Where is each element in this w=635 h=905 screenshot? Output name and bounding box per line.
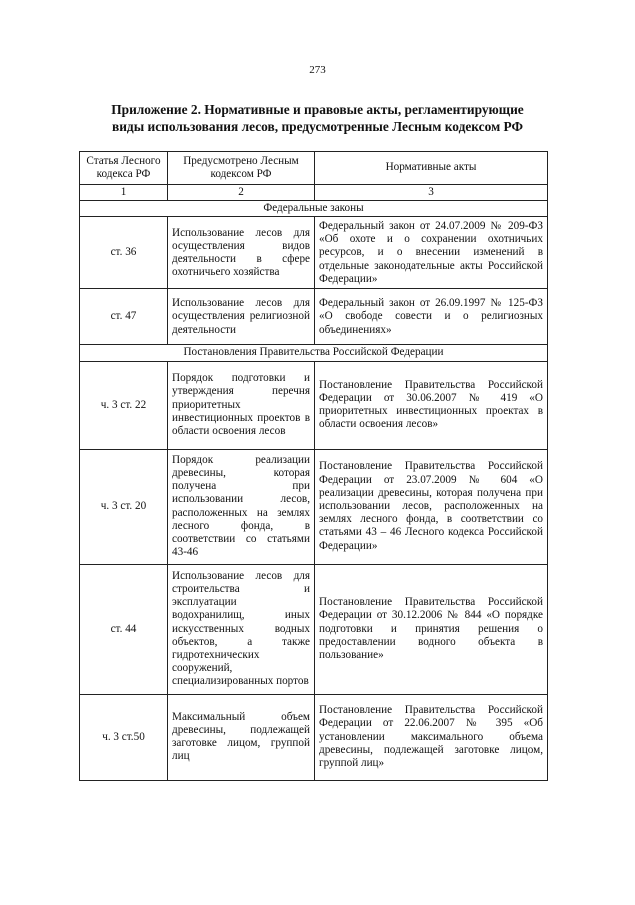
section-row-government: [80, 345, 548, 361]
article-cell: ст. 36: [80, 217, 168, 289]
table-row: [80, 694, 548, 780]
act-cell: Постановление Правительства Российской Федерации от 30.12.2006 № 844 «О порядке подготовки и принятия решения о предоставлении водного объекта в пользование»: [315, 564, 548, 694]
table-row: [80, 217, 548, 289]
page-number: 273: [309, 64, 326, 76]
column-number-row: [80, 185, 548, 201]
title-line-1: Приложение 2. Нормативные и правовые акты, регламентирующие: [111, 102, 524, 117]
article-cell: ч. 3 ст. 20: [80, 449, 168, 564]
act-cell: Постановление Правительства Российской Федерации от 30.06.2007 № 419 «О приоритетных инвестиционных проектах в области освоения лесов»: [315, 361, 548, 449]
regulatory-acts-table: [79, 151, 548, 781]
table-row: [80, 361, 548, 449]
provision-cell: Порядок реализации древесины, которая получена при использовании лесов, расположенных на землях лесного фонда, в соответствии со статьями 43-46: [168, 449, 315, 564]
section-federal-laws: Федеральные законы: [80, 201, 548, 217]
article-cell: ст. 47: [80, 289, 168, 345]
column-number: 2: [168, 185, 315, 201]
header-acts: Нормативные акты: [315, 152, 548, 185]
act-cell: Федеральный закон от 26.09.1997 № 125-ФЗ «О свободе совести и о религиозных объединениях»: [315, 289, 548, 345]
column-number: 1: [80, 185, 168, 201]
header-article: Статья Лесного кодекса РФ: [80, 152, 168, 185]
act-cell: Постановление Правительства Российской Федерации от 23.07.2009 № 604 «О реализации древесины, которая получена при использовании лесов, расположенных на землях лесного фонда, в соответствии со статьями 43 – 46 Лесного кодекса Российской Федерации»: [315, 449, 548, 564]
article-cell: ч. 3 ст. 22: [80, 361, 168, 449]
article-cell: ч. 3 ст.50: [80, 694, 168, 780]
table-header-row: [80, 152, 548, 185]
page-title: [70, 101, 565, 135]
column-number: 3: [315, 185, 548, 201]
provision-cell: Порядок подготовки и утверждения перечня приоритетных инвестиционных проектов в области освоения лесов: [168, 361, 315, 449]
table-row: [80, 289, 548, 345]
provision-cell: Использование лесов для осуществления религиозной деятельности: [168, 289, 315, 345]
section-row-federal: [80, 201, 548, 217]
table-row: [80, 449, 548, 564]
section-government-decrees: Постановления Правительства Российской Федерации: [80, 345, 548, 361]
provision-cell: Использование лесов для строительства и эксплуатации водохранилищ, иных искусственных водных объектов, а также гидротехнических сооружений, специализированных портов: [168, 564, 315, 694]
act-cell: Постановление Правительства Российской Федерации от 22.06.2007 № 395 «Об установлении максимального объема древесины, подлежащей заготовке лицом, группой лиц»: [315, 694, 548, 780]
provision-cell: Максимальный объем древесины, подлежащей заготовке лицом, группой лиц: [168, 694, 315, 780]
provision-cell: Использование лесов для осуществления видов деятельности в сфере охотничьего хозяйства: [168, 217, 315, 289]
article-cell: ст. 44: [80, 564, 168, 694]
title-line-2: виды использования лесов, предусмотренные Лесным кодексом РФ: [111, 119, 523, 134]
act-cell: Федеральный закон от 24.07.2009 № 209-ФЗ «Об охоте и о сохранении охотничьих ресурсов, и о внесении изменений в отдельные законодательные акты Российской Федерации»: [315, 217, 548, 289]
table-row: [80, 564, 548, 694]
header-provision: Предусмотрено Лесным кодексом РФ: [168, 152, 315, 185]
